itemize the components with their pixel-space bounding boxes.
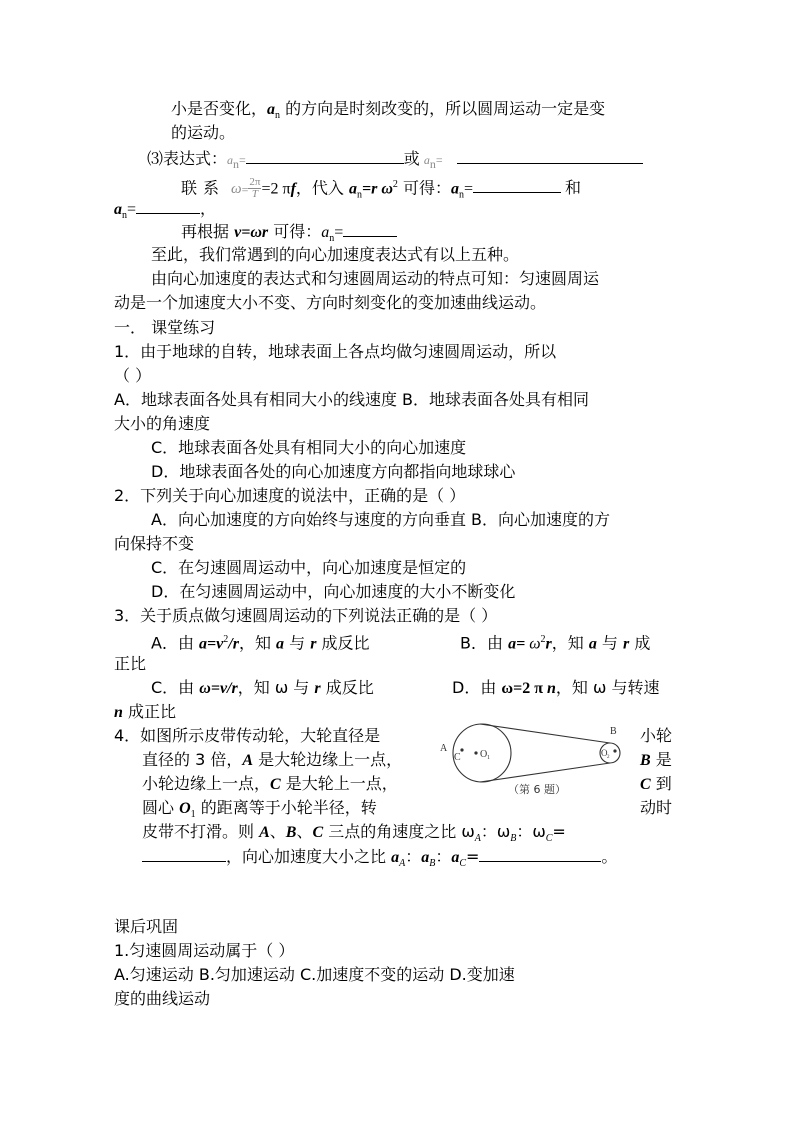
option-3a: A．由 $a=v^2/r$，知 a 与 r 成反比 xyxy=(151,633,370,653)
label-o1: O xyxy=(480,749,488,760)
symbol-a: a xyxy=(114,201,122,218)
blank-ratio-accel[interactable] xyxy=(479,845,601,862)
text-line xyxy=(171,98,605,120)
subscript: n xyxy=(459,189,464,201)
point-o2 xyxy=(613,749,616,752)
formula: =r ω xyxy=(361,180,393,198)
question-4-line-right: C 到 xyxy=(640,774,672,793)
label-o1-sub: 1 xyxy=(487,755,490,761)
question-4-line: 皮带不打滑。则 A、B、C 三点的角速度之比 $\omega_A$：$\omega_B$：$\omega_C=$ xyxy=(142,822,566,845)
blank-2[interactable] xyxy=(457,147,643,164)
option-3b: B．由 $a= \omega^2r$，知 a 与 r 成 xyxy=(460,633,651,653)
equals: = xyxy=(127,201,137,218)
label-o2-sub: 2 xyxy=(607,755,610,760)
label-b: B xyxy=(610,726,617,737)
subscript: n xyxy=(233,157,240,172)
equals: = xyxy=(241,182,249,197)
text: 可得： xyxy=(397,178,451,198)
text-line: 至此，我们常遇到的向心加速度表达式有以上五种。 xyxy=(151,245,520,264)
expression-line xyxy=(147,147,643,172)
section-heading: 一． 课堂练习 xyxy=(114,318,216,337)
question-4-line: 圆心 $O_1$ 的距离等于小轮半径，转 xyxy=(142,798,377,821)
symbol-a: a xyxy=(423,153,430,167)
point-c xyxy=(460,748,463,751)
subscript: n xyxy=(429,157,436,172)
symbol-a: a xyxy=(227,153,234,167)
expression-line xyxy=(181,170,581,200)
belt-pulley-figure xyxy=(436,720,634,800)
homework-options-cont: 度的曲线运动 xyxy=(114,989,211,1008)
text: 的方向是时刻改变的，所以圆周运动一定是变 xyxy=(280,99,606,118)
option-2a: A．向心加速度的方向始终与速度的方向垂直 B．向心加速度的方 xyxy=(151,510,611,529)
option-1d: D．地球表面各处的向心加速度方向都指向地球球心 xyxy=(151,462,516,481)
equals: = xyxy=(239,153,246,167)
text: ，代入 xyxy=(295,178,349,198)
text: =2 π xyxy=(261,180,291,198)
blank-4[interactable] xyxy=(136,197,200,214)
expression-line xyxy=(114,197,217,222)
question-4-line: 小轮边缘上一点，C 是大轮上一点， xyxy=(142,774,398,793)
question-1-stem: 1．由于地球的自转，地球表面上各点均做匀速圆周运动，所以 xyxy=(114,342,557,361)
blank-5[interactable] xyxy=(343,220,397,237)
question-4-line: 直径的 3 倍，A 是大轮边缘上一点， xyxy=(142,750,403,769)
option-2d: D．在匀速圆周运动中，向心加速度的大小不断变化 xyxy=(151,582,516,601)
text-line: 由向心加速度的表达式和匀速圆周运动的特点可知：匀速圆周运 xyxy=(151,269,600,288)
homework-options: A.匀速运动 B.匀加速运动 C.加速度不变的运动 D.变加速 xyxy=(114,965,515,984)
question-4-line-right: 动时 xyxy=(640,798,673,817)
figure-caption: （第 6 题） xyxy=(508,783,566,796)
belt-top xyxy=(480,724,610,743)
equals: = xyxy=(464,180,474,198)
subscript: n xyxy=(329,233,335,245)
option-2c: C．在匀速圆周运动中，向心加速度是恒定的 xyxy=(151,558,467,577)
homework-question-1: 1.匀速圆周运动属于（ ） xyxy=(114,941,295,960)
text-line: 动是一个加速度大小不变、方向时刻变化的变加速曲线运动。 xyxy=(114,293,547,312)
text: ， xyxy=(200,199,217,218)
subscript: n xyxy=(275,110,281,122)
symbol-omega: ω xyxy=(231,181,242,198)
question-4-line-right: B 是 xyxy=(640,750,672,769)
point-o1 xyxy=(474,751,477,754)
question-4-line: ，向心加速度大小之比 $a_A$：$a_B$：$a_C=$ 。 xyxy=(142,845,617,867)
equals: = xyxy=(435,153,443,167)
symbol-f: f xyxy=(290,180,296,198)
symbol-a: a xyxy=(267,101,276,118)
text-line: 的运动。 xyxy=(171,123,236,142)
option-3b-cont: 正比 xyxy=(114,654,147,673)
formula: v=ωr xyxy=(234,224,269,241)
subscript: n xyxy=(122,210,127,222)
symbol-a: a xyxy=(451,180,459,198)
symbol-a: a xyxy=(348,180,357,198)
symbol-a: a xyxy=(321,224,330,241)
equals: = xyxy=(334,224,344,241)
option-3d-cont: n 成正比 xyxy=(114,702,176,721)
option-1c: C．地球表面各处具有相同大小的向心加速度 xyxy=(151,438,467,457)
text: 小是否变化， xyxy=(171,99,268,118)
text: 联系 xyxy=(181,178,226,198)
question-4-line: 4．如图所示皮带传动轮，大轮直径是 xyxy=(114,726,381,745)
homework-title: 课后巩固 xyxy=(114,917,179,936)
label-a: A xyxy=(440,743,448,754)
option-3d: D．由 ω=2 π n，知 ω 与转速 xyxy=(452,678,660,697)
option-3c: C．由 ω=v/r，知 ω 与 r 成反比 xyxy=(151,678,374,697)
text: 可得： xyxy=(268,222,322,241)
text: 和 xyxy=(565,178,582,198)
subscript: n xyxy=(356,189,362,201)
question-4-line-right: 小轮 xyxy=(640,726,673,745)
option-2a-cont: 向保持不变 xyxy=(114,534,195,553)
superscript: 2 xyxy=(392,179,398,190)
fraction: $\frac{2\pi}{T}$ xyxy=(249,176,261,201)
label-c: C xyxy=(454,752,461,763)
text: 或 xyxy=(403,149,420,168)
question-3-stem: 3．关于质点做匀速圆周运动的下列说法正确的是（ ） xyxy=(114,606,498,625)
label: ⑶表达式： xyxy=(147,149,228,168)
blank-3[interactable] xyxy=(473,176,561,193)
blank-ratio-omega[interactable] xyxy=(142,845,226,862)
question-1-paren: （ ） xyxy=(114,366,152,385)
blank-1[interactable] xyxy=(246,147,404,164)
belt-bottom xyxy=(480,763,610,782)
expression-line xyxy=(181,220,397,245)
text: 再根据 xyxy=(181,222,235,241)
option-1a-cont: 大小的角速度 xyxy=(114,414,211,433)
option-1a: A．地球表面各处具有相同大小的线速度 B．地球表面各处具有相同 xyxy=(114,390,590,409)
label-o2: O xyxy=(601,748,608,758)
question-2-stem: 2．下列关于向心加速度的说法中，正确的是（ ） xyxy=(114,486,466,505)
